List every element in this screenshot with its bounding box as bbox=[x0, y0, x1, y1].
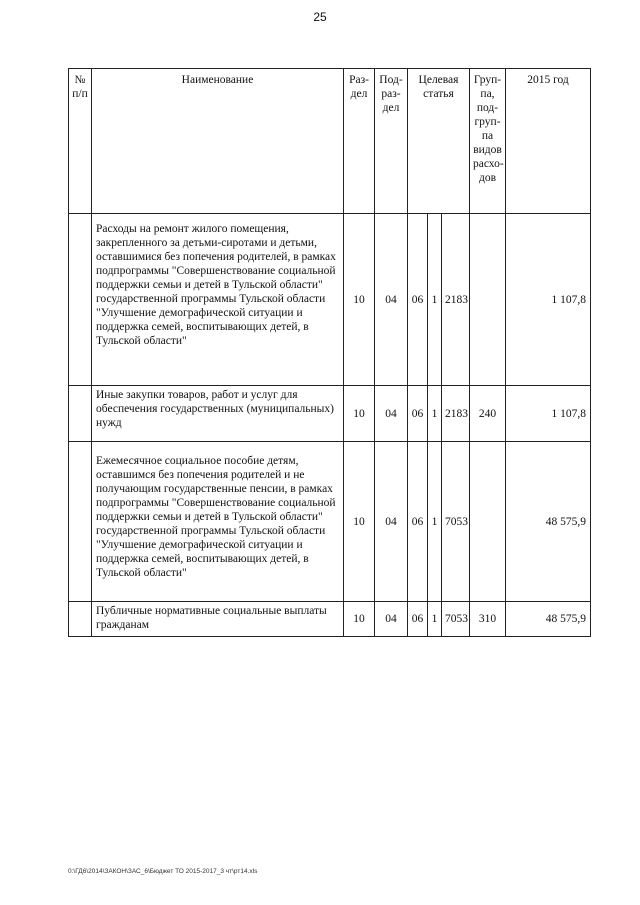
row-group bbox=[470, 214, 506, 386]
header-target: Целевая статья bbox=[408, 69, 470, 214]
row-group: 240 bbox=[470, 386, 506, 442]
row-target-3: 2183 bbox=[442, 386, 470, 442]
header-group: Груп-па, под-груп-па видов расхо-дов bbox=[470, 69, 506, 214]
row-target-3: 7053 bbox=[442, 442, 470, 602]
row-amount: 1 107,8 bbox=[506, 386, 591, 442]
row-razdel: 10 bbox=[344, 214, 375, 386]
row-razdel: 10 bbox=[344, 602, 375, 637]
row-name: Расходы на ремонт жилого помещения, закрепленного за детьми-сиротами и детьми, оставшимися без попечения родителей, в рамках подпрограммы "Совершенствование социальной поддержки семьи и детей в Тульской области" государственной программы Тульской области "Улучшение демографической ситуации и поддержка семей, воспитывающих детей, в Тульской области" bbox=[92, 214, 344, 386]
row-name: Публичные нормативные социальные выплаты гражданам bbox=[92, 602, 344, 637]
table-row bbox=[69, 442, 591, 602]
row-target-2: 1 bbox=[428, 214, 442, 386]
row-podrazdel: 04 bbox=[375, 442, 408, 602]
row-podrazdel: 04 bbox=[375, 602, 408, 637]
row-num-cell bbox=[69, 386, 92, 442]
row-target-1: 06 bbox=[408, 602, 428, 637]
row-num-cell bbox=[69, 602, 92, 637]
row-amount: 48 575,9 bbox=[506, 602, 591, 637]
row-amount: 1 107,8 bbox=[506, 214, 591, 386]
row-amount: 48 575,9 bbox=[506, 442, 591, 602]
header-podrazdel: Под-раз-дел bbox=[375, 69, 408, 214]
table-row bbox=[69, 214, 591, 386]
row-target-2: 1 bbox=[428, 386, 442, 442]
row-podrazdel: 04 bbox=[375, 214, 408, 386]
row-num-cell bbox=[69, 214, 92, 386]
row-razdel: 10 bbox=[344, 386, 375, 442]
row-target-3: 7053 bbox=[442, 602, 470, 637]
header-num: № п/п bbox=[69, 69, 92, 214]
row-name: Ежемесячное социальное пособие детям, оставшимся без попечения родителей и не получающим государственные пенсии, в рамках подпрограммы "Совершенствование социальной поддержки семьи и детей в Тульской области" государственной программы Тульской области "Улучшение демографической ситуации и поддержка семей, воспитывающих детей, в Тульской области" bbox=[92, 442, 344, 602]
row-group bbox=[470, 442, 506, 602]
header-year: 2015 год bbox=[506, 69, 591, 214]
table-row bbox=[69, 602, 591, 637]
header-razdel: Раз-дел bbox=[344, 69, 375, 214]
row-target-2: 1 bbox=[428, 442, 442, 602]
row-name: Иные закупки товаров, работ и услуг для обеспечения государственных (муниципальных) нужд bbox=[92, 386, 344, 442]
header-name: Наименование bbox=[92, 69, 344, 214]
file-path-footer: 0:\ГД6\2014\ЗАКОН\ЗАС_6\Бюджет ТО 2015-2017_3 чт\рт14.xls bbox=[68, 868, 258, 875]
page-number: 25 bbox=[313, 10, 327, 24]
row-razdel: 10 bbox=[344, 442, 375, 602]
row-target-1: 06 bbox=[408, 214, 428, 386]
row-podrazdel: 04 bbox=[375, 386, 408, 442]
budget-table bbox=[68, 68, 591, 637]
header-row bbox=[69, 69, 591, 214]
table-row bbox=[69, 386, 591, 442]
row-target-3: 2183 bbox=[442, 214, 470, 386]
row-target-1: 06 bbox=[408, 442, 428, 602]
row-group: 310 bbox=[470, 602, 506, 637]
row-num-cell bbox=[69, 442, 92, 602]
row-target-1: 06 bbox=[408, 386, 428, 442]
row-target-2: 1 bbox=[428, 602, 442, 637]
